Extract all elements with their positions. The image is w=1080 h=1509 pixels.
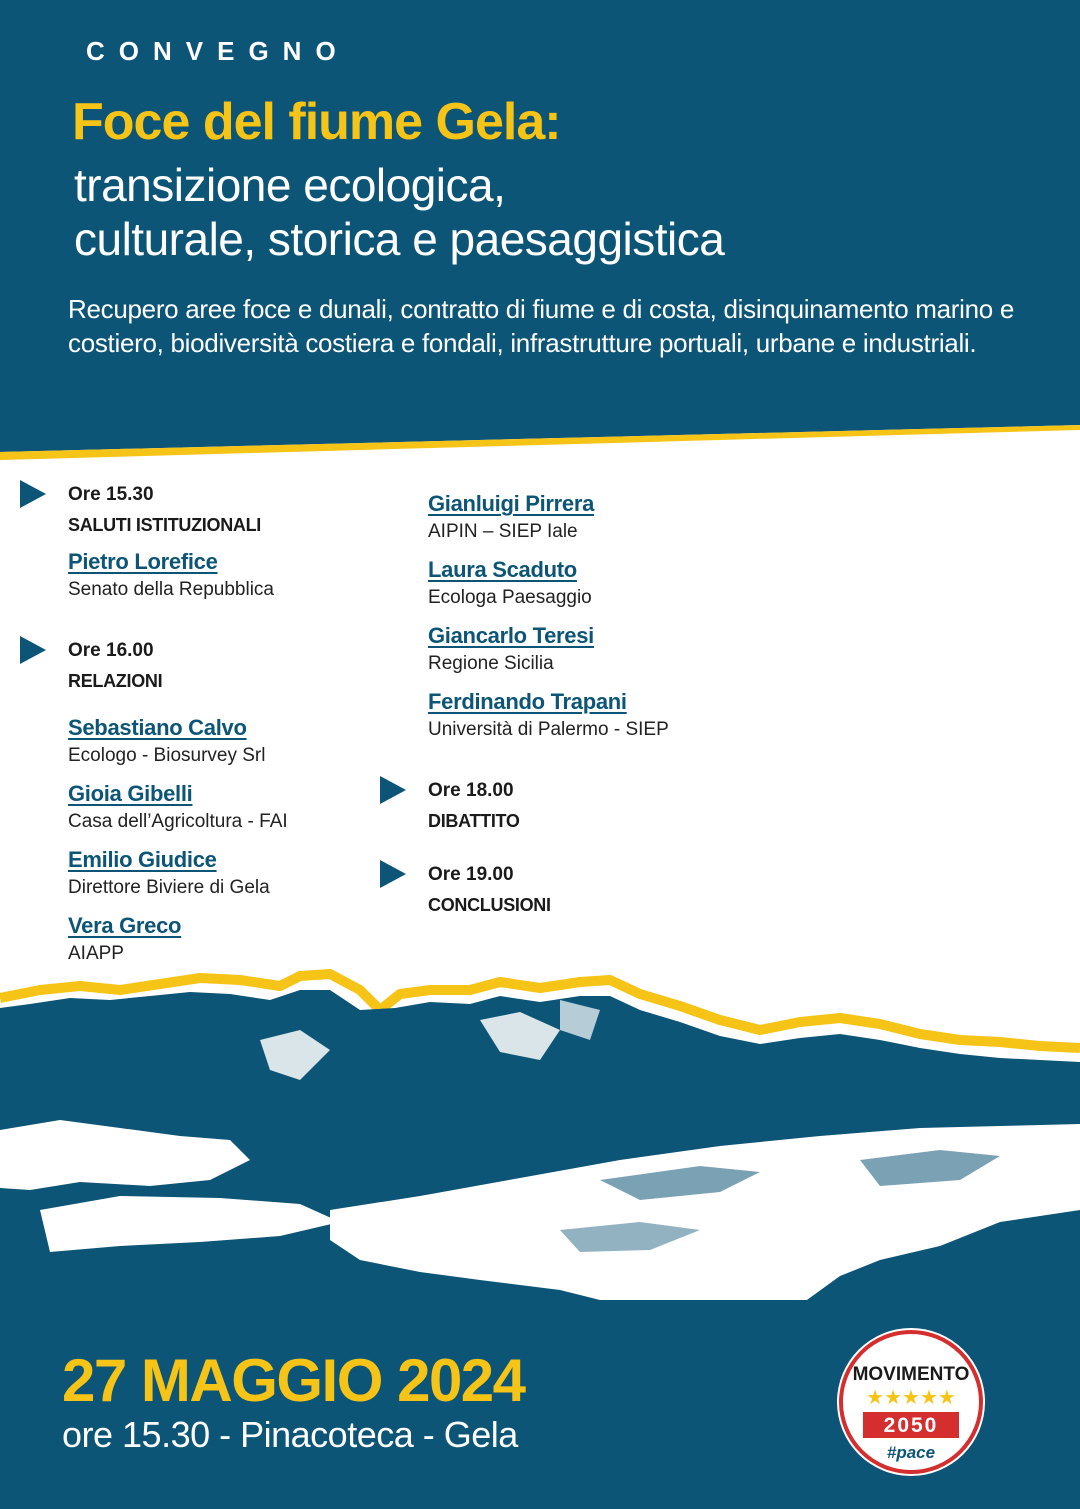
event-title: Foce del fiume Gela: (72, 93, 561, 151)
program-left-column (20, 480, 380, 978)
speaker-role: AIAPP (68, 943, 124, 964)
slot-label: RELAZIONI (68, 671, 163, 691)
speaker-role: Casa dell’Agricoltura - FAI (68, 811, 288, 832)
event-topics: Recupero aree foce e dunali, contratto di fiume e di costa, disinquinamento marino e costiero, biodiversità costiera e fondali, infrastrutture portuali, urbane e industriali. (68, 294, 1015, 358)
speaker-name-link[interactable]: Emilio Giudice (68, 847, 217, 872)
event-subtitle-line2: culturale, storica e paesaggistica (74, 213, 725, 265)
speaker-role: Ecologa Paesaggio (428, 587, 592, 608)
speaker-role: Senato della Repubblica (68, 579, 274, 600)
speaker-role: Regione Sicilia (428, 653, 554, 674)
river-mouth-illustration (0, 960, 1080, 1305)
speaker-role: Università di Palermo - SIEP (428, 719, 669, 740)
play-arrow-icon (380, 776, 406, 804)
logo-pace-text: #pace (886, 1443, 936, 1462)
event-subtitle-line1: transizione ecologica, (74, 159, 506, 211)
play-arrow-icon (380, 860, 406, 888)
speaker-name-link[interactable]: Gioia Gibelli (68, 781, 193, 806)
logo-stars: ★★★★★ (866, 1385, 956, 1409)
speaker-name-link[interactable]: Vera Greco (68, 913, 182, 938)
speaker-item (380, 556, 800, 612)
slot-time: Ore 19.00 (428, 864, 514, 885)
speaker-item (20, 548, 380, 604)
play-arrow-icon (20, 480, 46, 508)
slot-label: DIBATTITO (428, 811, 520, 831)
speaker-role: AIPIN – SIEP Iale (428, 521, 578, 542)
slot-time: Ore 18.00 (428, 780, 514, 801)
speaker-name-link[interactable]: Giancarlo Teresi (428, 623, 594, 648)
logo-2050-text: 2050 (883, 1414, 939, 1437)
play-arrow-icon (20, 636, 46, 664)
event-date: 27 MAGGIO 2024 (62, 1347, 525, 1414)
speaker-role: Ecologo - Biosurvey Srl (68, 745, 266, 766)
slot-dibattito (380, 776, 800, 836)
speaker-item (380, 490, 800, 546)
logo-movimento-text: MOVIMENTO (852, 1364, 970, 1385)
speaker-name-link[interactable]: Ferdinando Trapani (428, 689, 627, 714)
speaker-item (380, 622, 800, 678)
speaker-item (20, 846, 380, 902)
slot-label: SALUTI ISTITUZIONALI (68, 515, 261, 535)
speaker-name-link[interactable]: Sebastiano Calvo (68, 715, 247, 740)
speaker-name-link[interactable]: Gianluigi Pirrera (428, 491, 595, 516)
speaker-item (380, 688, 800, 744)
speaker-item (20, 780, 380, 836)
speaker-name-link[interactable]: Pietro Lorefice (68, 549, 218, 574)
slot-relazioni (20, 636, 380, 696)
slot-label: CONCLUSIONI (428, 895, 551, 915)
slot-conclusioni (380, 860, 800, 920)
movimento-2050-logo (835, 1326, 987, 1478)
speaker-name-link[interactable]: Laura Scaduto (428, 557, 577, 582)
event-venue: ore 15.30 - Pinacoteca - Gela (62, 1414, 518, 1455)
yellow-stripe (0, 420, 1080, 460)
slot-time: Ore 16.00 (68, 640, 154, 661)
speaker-item (20, 714, 380, 770)
slot-time: Ore 15.30 (68, 484, 154, 505)
program-right-column (380, 490, 800, 920)
speaker-role: Direttore Biviere di Gela (68, 877, 270, 898)
event-kicker: CONVEGNO (86, 36, 350, 66)
slot-saluti (20, 480, 380, 540)
